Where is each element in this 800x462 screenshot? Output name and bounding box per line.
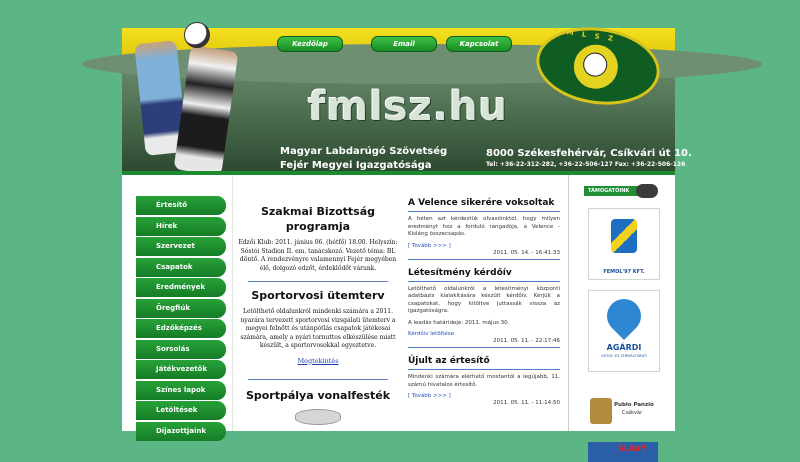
news-item xyxy=(408,268,560,349)
article-title: Szakmai Bizottság programja xyxy=(260,205,376,233)
phone-numbers: Tel: +36-22-312-282, +36-22-506-127 Fax: +36-22-506-126 xyxy=(486,161,686,168)
address: 8000 Székesfehérvár, Csíkvári út 10. xyxy=(486,148,692,159)
divider xyxy=(248,379,388,380)
news-title[interactable]: Létesítmény kérdőív xyxy=(408,267,512,278)
sidebar-item-letoltesek[interactable]: Letöltések xyxy=(136,401,226,420)
org-name-line1: Magyar Labdarúgó Szövetség xyxy=(280,146,448,157)
sidebar-item-sorsolas[interactable]: Sorsolás xyxy=(136,340,226,359)
water-drop-icon xyxy=(600,292,648,340)
sidebar-item-szervezet[interactable]: Szervezet xyxy=(136,237,226,256)
sidebar-item-eredmenyek[interactable]: Eredmények xyxy=(136,278,226,297)
sidebar-item-oregfiuk[interactable]: Öregfiúk xyxy=(136,299,226,318)
article-title: Sportpálya vonalfesték xyxy=(245,388,391,402)
divider xyxy=(248,281,388,282)
page xyxy=(122,26,692,453)
news-body: A héten azt kérdeztük olvasóinktól, hogy milyen eredményt hoz a forduló rangadója, a Velence - Kisláng összecsapás. xyxy=(408,216,560,237)
nav-kapcsolat-button[interactable]: Kapcsolat xyxy=(446,36,512,52)
sponsors-panel xyxy=(584,186,660,453)
lightning-icon xyxy=(611,219,637,253)
site-name-watermark: fmlsz.hu xyxy=(308,84,509,130)
news-item xyxy=(408,198,560,260)
nav-kezdolap-button[interactable]: Kezdőlap xyxy=(277,36,343,52)
news-date: 2011. 05. 11. - 22:17:46 xyxy=(493,338,560,344)
sidebar-item-csapatok[interactable]: Csapatok xyxy=(136,258,226,277)
sidebar-menu xyxy=(136,196,226,442)
article-body: Edzői Klub: 2011. június 06. (hétfő) 18.00. Helyszín: Sóstói Stadion II. em. tanácskozó. Vezető téma: BL döntő. A rendezvényre valamennyi Fejér megyében élő, dolgozó edzőt, érdeklődőt várunk. xyxy=(238,239,398,272)
handshake-icon xyxy=(636,184,658,198)
read-more-link[interactable]: [ Tovább >>> ] xyxy=(408,242,451,249)
sponsor-agardi[interactable]: AGÁRDI GYÓGY- ÉS TERMÁLFÜRDŐ xyxy=(588,290,660,372)
sidebar-item-ertesito[interactable]: Értesítő xyxy=(136,196,226,215)
publo-logo-icon xyxy=(590,398,612,424)
news-column xyxy=(408,198,560,406)
news-deadline: A leadás határideje: 2011. május 30. xyxy=(408,319,510,326)
sponsor-femol[interactable]: FEMOL'97 KFT. xyxy=(588,208,660,280)
news-body: Letölthető oldalunkról a létesítményi központi adatbázis kialakítására készült kérdőív. Kérjük a csapatokat, hogy kitöltve juttassák vissza az igazgatóságra. xyxy=(408,285,560,314)
paint-bucket-image xyxy=(295,409,341,425)
org-name-line2: Fejér Megyei Igazgatósága xyxy=(280,160,432,171)
read-more-link[interactable]: [ Tovább >>> ] xyxy=(408,393,451,399)
football-icon xyxy=(184,22,210,48)
news-item xyxy=(408,356,560,406)
sponsor-publo[interactable]: Publo Panzió Csákvár xyxy=(588,396,658,426)
sidebar-item-dijazottjaink[interactable]: Díjazottjaink xyxy=(136,422,226,441)
sponsor-slavy[interactable]: SLAVY xyxy=(588,442,658,462)
news-body: Mindenki számára elérhető mostantól a legújabb, 11. számú hivatalos értesítő. xyxy=(408,374,560,388)
fmlsz-logo[interactable]: F M L S Z xyxy=(531,20,664,113)
download-questionnaire-link[interactable]: Kérdőív letöltése xyxy=(408,331,455,337)
view-link[interactable]: Megtekintés xyxy=(297,356,339,365)
nav-email-button[interactable]: Email xyxy=(371,36,437,52)
sidebar-item-jatekvezetok[interactable]: Játékvezetők xyxy=(136,360,226,379)
main-articles xyxy=(234,196,402,425)
sidebar-item-edzokepzes[interactable]: Edzőképzés xyxy=(136,319,226,338)
sidebar-item-szines-lapok[interactable]: Színes lapok xyxy=(136,381,226,400)
news-date: 2011. 05. 11. - 11:14:50 xyxy=(493,400,560,406)
article-body: Letölthető oldalunkról mindenki számára a 2011. nyarára tervezett sportorvosi vizsgálati ütemterv a megyei felnőtt és utánpótlás csapatok játékosai számára, amely a nyári tornuttos elkészülése miatt készült, a sportorvosokkal egyeztetve. xyxy=(240,308,396,349)
news-title[interactable]: Újult az értesítő xyxy=(408,356,490,366)
article-title: Sportorvosi ütemterv xyxy=(251,289,385,302)
header-banner xyxy=(122,26,692,171)
sidebar-item-hirek[interactable]: Hírek xyxy=(136,217,226,236)
sponsors-title: TÁMOGATÓINK xyxy=(584,186,638,196)
news-title[interactable]: A Velence sikerére voksoltak xyxy=(408,198,555,208)
news-date: 2011. 05. 14. - 16:41:33 xyxy=(493,249,560,256)
